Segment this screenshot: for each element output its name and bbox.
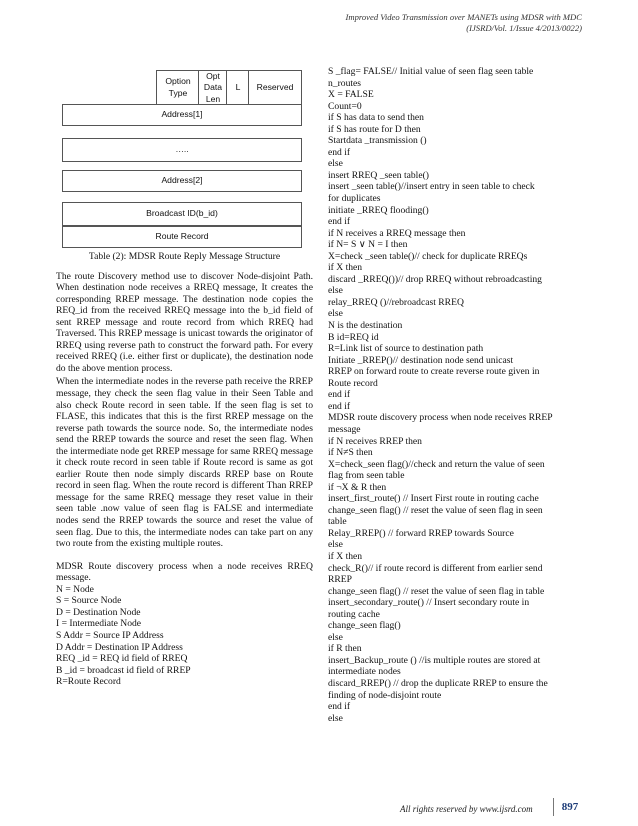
- code-line: change_seen flag(): [328, 620, 401, 632]
- legend-line: S Addr = Source IP Address: [56, 629, 164, 641]
- legend-line: D = Destination Node: [56, 606, 141, 618]
- paragraph-intermediate-nodes: When the intermediate nodes in the reverse path receive the RREP message, they check the seen flag value in their Seen Table and also check Route record in seen table. If the seen flag is set to FLASE, this indicates that this is the first RREP message on the reverse path towards the source node. So, the intermediate nodes send the RREP towards the source and reset the seen flag. When the intermediate node get RREP message for same RREQ message it check route record in seen table if Route record is same as got earlier Route then node simply discards RREP base on Route record in seen flag. When the route record is different Than RREP message for the same RREQ message they reset value in their seen table .now value of seen flag is FALSE and intermediate nodes send the RREP towards the source and reset the value of seen flag. Due to this, the intermediate nodes can take part on any two route from the existing multiple routes.: [56, 376, 313, 550]
- code-line: flag from seen table: [328, 470, 405, 482]
- code-line: MDSR route discovery process when node receives RREP: [328, 412, 553, 424]
- legend-line: I = Intermediate Node: [56, 618, 142, 630]
- legend-line: R=Route Record: [56, 676, 121, 688]
- code-line: intermediate nodes: [328, 666, 401, 678]
- right-column-pseudocode: [328, 66, 584, 724]
- reserved-cell: Reserved: [248, 70, 302, 106]
- code-line: insert_secondary_route() // Insert secondary route in: [328, 597, 530, 609]
- code-line: if X then: [328, 550, 363, 562]
- code-line: Startdata _transmission (): [328, 135, 427, 147]
- code-line: RREP on forward route to create reverse route given in: [328, 366, 540, 378]
- code-line: insert RREQ _seen table(): [328, 169, 429, 181]
- code-line: insert_first_route() // Insert First route in routing cache: [328, 493, 539, 505]
- code-line: X = FALSE: [328, 89, 374, 101]
- code-line: RREP: [328, 574, 352, 586]
- address2-cell: Address[2]: [62, 170, 302, 192]
- code-line: if N≠S then: [328, 447, 373, 459]
- code-line: if N receives RREP then: [328, 435, 422, 447]
- code-line: if R then: [328, 643, 362, 655]
- code-line: initiate _RREQ flooding(): [328, 204, 429, 216]
- code-line: change_seen flag() // reset the value of seen flag in table: [328, 585, 545, 597]
- code-line: Relay_RREP() // forward RREP towards Source: [328, 527, 514, 539]
- legend-line: S = Source Node: [56, 595, 122, 607]
- paragraph-mdsr-process: MDSR Route discovery process when a node receives RREQ message.: [56, 560, 313, 584]
- rrep-structure-figure: [56, 64, 313, 249]
- code-line: else: [328, 539, 343, 551]
- code-line: change_seen flag() // reset the value of seen flag in seen: [328, 504, 543, 516]
- code-line: else: [328, 285, 343, 297]
- code-line: end if: [328, 389, 351, 401]
- code-line: if S has route for D then: [328, 123, 421, 135]
- symbol-legend: [56, 584, 313, 688]
- code-line: else: [328, 712, 343, 724]
- code-line: message: [328, 423, 361, 435]
- dots-cell: …..: [62, 138, 302, 162]
- figure-caption: Table (2): MDSR Route Reply Message Structure: [88, 251, 281, 262]
- address1-cell: Address[1]: [62, 104, 302, 126]
- opt-data-len-cell: Opt Data Len: [198, 70, 228, 106]
- code-line: if S has data to send then: [328, 112, 424, 124]
- legend-line: N = Node: [56, 583, 94, 595]
- journal-issue: (IJSRD/Vol. 1/Issue 4/2013/0022): [466, 23, 582, 33]
- code-line: else: [328, 158, 343, 170]
- code-line: insert _seen table()//insert entry in seen table to check: [328, 181, 535, 193]
- code-line: N is the destination: [328, 320, 403, 332]
- code-line: Initiate _RREP()// destination node send unicast: [328, 354, 514, 366]
- code-line: end if: [328, 400, 351, 412]
- code-line: for duplicates: [328, 193, 381, 205]
- code-line: discard_RREP() // drop the duplicate RREP to ensure the: [328, 677, 548, 689]
- code-line: if N receives a RREQ message then: [328, 227, 466, 239]
- left-column: [56, 64, 313, 688]
- code-line: Count=0: [328, 100, 362, 112]
- page-number: 897: [553, 798, 586, 816]
- code-line: if ¬X & R then: [328, 481, 387, 493]
- code-line: if N= S ∨ N = I then: [328, 239, 408, 251]
- journal-title: Improved Video Transmission over MANETs using MDSR with MDC: [345, 12, 582, 22]
- legend-line: D Addr = Destination IP Address: [56, 641, 183, 653]
- code-line: end if: [328, 701, 351, 713]
- code-line: S _flag= FALSE// Initial value of seen flag seen table: [328, 66, 534, 77]
- code-line: finding of node-disjoint route: [328, 689, 442, 701]
- legend-line: REQ _id = REQ id field of RREQ: [56, 653, 188, 665]
- code-line: routing cache: [328, 608, 380, 620]
- code-line: B id=REQ id: [328, 331, 379, 343]
- l-cell: L: [226, 70, 250, 106]
- code-line: R=Link list of source to destination path: [328, 343, 484, 355]
- code-line: end if: [328, 216, 351, 228]
- code-line: X=check _seen table()// check for duplicate RREQs: [328, 250, 528, 262]
- code-line: if X then: [328, 262, 363, 274]
- running-header: [346, 12, 583, 34]
- code-line: else: [328, 631, 343, 643]
- broadcast-id-cell: Broadcast ID(b_id): [62, 202, 302, 226]
- code-line: insert_Backup_route () //is multiple routes are stored at: [328, 654, 541, 666]
- code-line: X=check_seen flag()//check and return the value of seen: [328, 458, 545, 470]
- route-record-cell: Route Record: [62, 226, 302, 248]
- code-line: Route record: [328, 377, 378, 389]
- legend-line: B _id = broadcast id field of RREP: [56, 664, 191, 676]
- option-type-cell: Option Type: [156, 70, 200, 106]
- code-line: else: [328, 308, 343, 320]
- code-line: check_R()// if route record is different from earlier send: [328, 562, 543, 574]
- code-line: table: [328, 516, 347, 528]
- code-line: relay_RREQ ()//rebroadcast RREQ: [328, 296, 464, 308]
- code-line: n_routes: [328, 77, 362, 89]
- footer-rights: All rights reserved by www.ijsrd.com: [400, 804, 533, 814]
- code-line: end if: [328, 146, 351, 158]
- code-line: discard _RREQ())// drop RREQ without rebroadcasting: [328, 273, 542, 285]
- paragraph-route-discovery: The route Discovery method use to discover Node-disjoint Path. When destination node receives a RREQ message, It creates the corresponding RREP message. The destination node copies the REQ_id from the received RREQ message into the b_id field of sent RREP message and route record from which RREQ had Traversed. This RREP message is unicast towards the originator of RREQ using reverse path to construct the forward path. For every received RREQ (i.e. either first or duplicate), the destination node do the above mention process.: [56, 270, 313, 374]
